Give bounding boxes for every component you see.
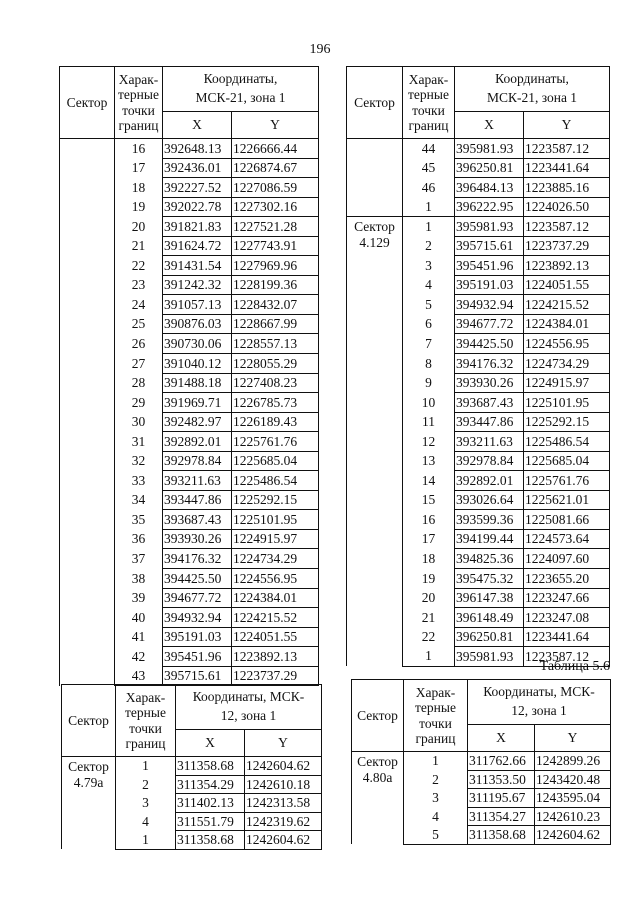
y-coordinate: 1224051.55 — [232, 627, 319, 647]
header-points-line: границ — [125, 735, 166, 751]
y-coordinate: 1224734.29 — [232, 549, 319, 569]
header-coordinates-line1: Координаты, — [495, 71, 569, 87]
y-coordinate: 1225486.54 — [232, 471, 319, 491]
point-number: 3 — [116, 794, 176, 813]
point-number: 13 — [403, 451, 455, 471]
point-number: 31 — [115, 432, 163, 452]
y-coordinate: 1225081.66 — [524, 510, 610, 530]
y-coordinate: 1227743.91 — [232, 236, 319, 256]
point-number: 29 — [115, 393, 163, 413]
header-coordinates-line1: Координаты, — [203, 71, 278, 87]
x-coordinate: 395981.93 — [455, 647, 524, 667]
header-coordinates — [455, 67, 610, 112]
x-coordinate: 393687.43 — [163, 510, 232, 530]
point-number: 35 — [115, 510, 163, 530]
y-coordinate: 1223587.12 — [524, 139, 610, 159]
header-coordinates-line1: Координаты, МСК- — [192, 689, 305, 705]
header-y: Y — [524, 112, 610, 139]
point-number: 1 — [116, 757, 176, 776]
x-coordinate: 392022.78 — [163, 197, 232, 217]
x-coordinate: 392648.13 — [163, 139, 232, 159]
table-row — [347, 139, 610, 159]
point-number: 27 — [115, 354, 163, 374]
table-row — [62, 757, 322, 776]
header-y: Y — [535, 725, 611, 752]
y-coordinate: 1242604.62 — [245, 831, 322, 850]
table-row — [352, 752, 611, 771]
y-coordinate: 1243420.48 — [535, 770, 611, 789]
coordinates-table-1 — [59, 66, 319, 686]
point-number: 34 — [115, 490, 163, 510]
x-coordinate: 395191.03 — [455, 275, 524, 295]
header-sector: Сектор — [352, 680, 404, 752]
point-number: 21 — [403, 608, 455, 628]
header-coordinates-line1: Координаты, МСК- — [483, 684, 595, 700]
y-coordinate: 1225486.54 — [524, 432, 610, 452]
point-number: 40 — [115, 608, 163, 628]
x-coordinate: 393930.26 — [163, 529, 232, 549]
y-coordinate: 1226189.43 — [232, 412, 319, 432]
x-coordinate: 393687.43 — [455, 393, 524, 413]
header-coordinates — [163, 67, 319, 112]
y-coordinate: 1226785.73 — [232, 393, 319, 413]
x-coordinate: 311353.50 — [468, 770, 535, 789]
header-points-line: Харак- — [118, 72, 159, 88]
point-number: 11 — [403, 412, 455, 432]
header-points — [403, 67, 455, 139]
y-coordinate: 1224026.50 — [524, 197, 610, 217]
point-number: 2 — [116, 775, 176, 794]
x-coordinate: 395475.32 — [455, 569, 524, 589]
point-number: 15 — [403, 490, 455, 510]
header-points-line: терные — [415, 700, 456, 716]
x-coordinate: 394677.72 — [455, 314, 524, 334]
point-number: 25 — [115, 314, 163, 334]
point-number: 30 — [115, 412, 163, 432]
y-coordinate: 1225685.04 — [232, 451, 319, 471]
point-number: 9 — [403, 373, 455, 393]
header-points — [404, 680, 468, 752]
x-coordinate: 394425.50 — [455, 334, 524, 354]
y-coordinate: 1225621.01 — [524, 490, 610, 510]
point-number: 10 — [403, 393, 455, 413]
x-coordinate: 393447.86 — [163, 490, 232, 510]
x-coordinate: 394199.44 — [455, 529, 524, 549]
y-coordinate: 1243595.04 — [535, 789, 611, 808]
y-coordinate: 1223587.12 — [524, 647, 610, 667]
point-number: 41 — [115, 627, 163, 647]
y-coordinate: 1224573.64 — [524, 529, 610, 549]
x-coordinate: 393599.36 — [455, 510, 524, 530]
header-points-line: точки — [122, 102, 155, 118]
point-number: 17 — [115, 158, 163, 178]
x-coordinate: 311358.68 — [468, 826, 535, 845]
y-coordinate: 1228055.29 — [232, 354, 319, 374]
x-coordinate: 390730.06 — [163, 334, 232, 354]
x-coordinate: 392892.01 — [455, 471, 524, 491]
y-coordinate: 1223655.20 — [524, 569, 610, 589]
x-coordinate: 395715.61 — [163, 666, 232, 686]
x-coordinate: 392482.97 — [163, 412, 232, 432]
point-number: 18 — [115, 178, 163, 198]
x-coordinate: 395981.93 — [455, 217, 524, 237]
header-points-line: точки — [419, 715, 452, 731]
y-coordinate: 1227086.59 — [232, 178, 319, 198]
point-number: 6 — [403, 314, 455, 334]
point-number: 36 — [115, 529, 163, 549]
point-number: 19 — [403, 569, 455, 589]
y-coordinate: 1225685.04 — [524, 451, 610, 471]
y-coordinate: 1228667.99 — [232, 314, 319, 334]
x-coordinate: 391057.13 — [163, 295, 232, 315]
point-number: 7 — [403, 334, 455, 354]
header-points — [115, 67, 163, 139]
x-coordinate: 396484.13 — [455, 178, 524, 198]
x-coordinate: 394677.72 — [163, 588, 232, 608]
header-sector: Сектор — [60, 67, 115, 139]
x-coordinate: 391624.72 — [163, 236, 232, 256]
x-coordinate: 391969.71 — [163, 393, 232, 413]
header-x: X — [176, 730, 245, 757]
point-number: 8 — [403, 354, 455, 374]
header-x: X — [163, 112, 232, 139]
x-coordinate: 394932.94 — [163, 608, 232, 628]
point-number: 4 — [403, 275, 455, 295]
point-number: 3 — [404, 789, 468, 808]
table-row — [347, 217, 610, 237]
header-coordinates-line2: 12, зона 1 — [511, 703, 567, 718]
sector-cell — [60, 139, 115, 686]
x-coordinate: 393211.63 — [455, 432, 524, 452]
point-number: 1 — [404, 752, 468, 771]
header-coordinates — [176, 685, 322, 730]
y-coordinate: 1242604.62 — [245, 757, 322, 776]
x-coordinate: 311402.13 — [176, 794, 245, 813]
y-coordinate: 1223247.66 — [524, 588, 610, 608]
table-caption: Таблица 5.6 — [539, 659, 610, 674]
y-coordinate: 1223737.29 — [232, 666, 319, 686]
x-coordinate: 394932.94 — [455, 295, 524, 315]
point-number: 44 — [403, 139, 455, 159]
y-coordinate: 1225761.76 — [524, 471, 610, 491]
point-number: 14 — [403, 471, 455, 491]
y-coordinate: 1226666.44 — [232, 139, 319, 159]
y-coordinate: 1242899.26 — [535, 752, 611, 771]
x-coordinate: 395191.03 — [163, 627, 232, 647]
y-coordinate: 1224556.95 — [524, 334, 610, 354]
point-number: 3 — [403, 256, 455, 276]
sector-cell: Сектор 4.79а — [62, 757, 116, 850]
x-coordinate: 311195.67 — [468, 789, 535, 808]
x-coordinate: 393447.86 — [455, 412, 524, 432]
header-y: Y — [232, 112, 319, 139]
header-coordinates-line2: МСК-21, зона 1 — [195, 90, 286, 105]
coordinates-table-3 — [61, 684, 322, 850]
coordinates-table-2 — [346, 66, 610, 667]
point-number: 26 — [115, 334, 163, 354]
y-coordinate: 1228432.07 — [232, 295, 319, 315]
x-coordinate: 393930.26 — [455, 373, 524, 393]
y-coordinate: 1224215.52 — [232, 608, 319, 628]
y-coordinate: 1242610.23 — [535, 807, 611, 826]
y-coordinate: 1227969.96 — [232, 256, 319, 276]
y-coordinate: 1225292.15 — [232, 490, 319, 510]
point-number: 5 — [403, 295, 455, 315]
y-coordinate: 1228557.13 — [232, 334, 319, 354]
header-points-line: границ — [118, 117, 159, 133]
x-coordinate: 311551.79 — [176, 812, 245, 831]
x-coordinate: 391040.12 — [163, 354, 232, 374]
header-points-line: Харак- — [125, 690, 166, 706]
point-number: 16 — [115, 139, 163, 159]
header-points-line: границ — [408, 117, 449, 133]
y-coordinate: 1223885.16 — [524, 178, 610, 198]
x-coordinate: 391431.54 — [163, 256, 232, 276]
y-coordinate: 1225101.95 — [232, 510, 319, 530]
coordinates-table-4 — [351, 679, 611, 845]
x-coordinate: 396147.38 — [455, 588, 524, 608]
y-coordinate: 1224051.55 — [524, 275, 610, 295]
point-number: 46 — [403, 178, 455, 198]
x-coordinate: 393026.64 — [455, 490, 524, 510]
header-sector: Сектор — [62, 685, 116, 757]
point-number: 12 — [403, 432, 455, 452]
x-coordinate: 395451.96 — [455, 256, 524, 276]
x-coordinate: 392227.52 — [163, 178, 232, 198]
x-coordinate: 396222.95 — [455, 197, 524, 217]
sector-cell — [347, 139, 403, 217]
header-y: Y — [245, 730, 322, 757]
header-coordinates — [468, 680, 611, 725]
point-number: 4 — [404, 807, 468, 826]
y-coordinate: 1242313.58 — [245, 794, 322, 813]
point-number: 19 — [115, 197, 163, 217]
x-coordinate: 311354.29 — [176, 775, 245, 794]
point-number: 1 — [403, 647, 455, 667]
y-coordinate: 1223737.29 — [524, 236, 610, 256]
y-coordinate: 1223892.13 — [232, 647, 319, 667]
y-coordinate: 1225101.95 — [524, 393, 610, 413]
point-number: 1 — [116, 831, 176, 850]
table-row — [60, 139, 319, 159]
y-coordinate: 1224215.52 — [524, 295, 610, 315]
point-number: 24 — [115, 295, 163, 315]
x-coordinate: 311358.68 — [176, 831, 245, 850]
x-coordinate: 391242.32 — [163, 275, 232, 295]
y-coordinate: 1224915.97 — [524, 373, 610, 393]
point-number: 23 — [115, 275, 163, 295]
y-coordinate: 1224915.97 — [232, 529, 319, 549]
y-coordinate: 1223587.12 — [524, 217, 610, 237]
x-coordinate: 391488.18 — [163, 373, 232, 393]
header-points-line: Харак- — [415, 685, 456, 701]
header-x: X — [455, 112, 524, 139]
page-number: 196 — [309, 42, 331, 57]
header-coordinates-line2: МСК-21, зона 1 — [486, 90, 578, 105]
header-points-line: терные — [118, 87, 159, 103]
x-coordinate: 393211.63 — [163, 471, 232, 491]
y-coordinate: 1224384.01 — [232, 588, 319, 608]
x-coordinate: 390876.03 — [163, 314, 232, 334]
y-coordinate: 1224097.60 — [524, 549, 610, 569]
x-coordinate: 396250.81 — [455, 158, 524, 178]
y-coordinate: 1225292.15 — [524, 412, 610, 432]
header-points — [116, 685, 176, 757]
x-coordinate: 311354.27 — [468, 807, 535, 826]
point-number: 2 — [404, 770, 468, 789]
x-coordinate: 396250.81 — [455, 627, 524, 647]
y-coordinate: 1224384.01 — [524, 314, 610, 334]
y-coordinate: 1227408.23 — [232, 373, 319, 393]
header-points-line: терные — [408, 87, 449, 103]
point-number: 17 — [403, 529, 455, 549]
point-number: 42 — [115, 647, 163, 667]
point-number: 28 — [115, 373, 163, 393]
header-points-line: точки — [129, 720, 162, 736]
x-coordinate: 395715.61 — [455, 236, 524, 256]
x-coordinate: 392436.01 — [163, 158, 232, 178]
point-number: 43 — [115, 666, 163, 686]
point-number: 37 — [115, 549, 163, 569]
point-number: 16 — [403, 510, 455, 530]
point-number: 4 — [116, 812, 176, 831]
y-coordinate: 1228199.36 — [232, 275, 319, 295]
y-coordinate: 1226874.67 — [232, 158, 319, 178]
x-coordinate: 392892.01 — [163, 432, 232, 452]
header-points-line: границ — [415, 730, 456, 746]
x-coordinate: 395981.93 — [455, 139, 524, 159]
point-number: 22 — [403, 627, 455, 647]
y-coordinate: 1223441.64 — [524, 158, 610, 178]
header-points-line: терные — [125, 705, 166, 721]
x-coordinate: 396148.49 — [455, 608, 524, 628]
y-coordinate: 1223441.64 — [524, 627, 610, 647]
x-coordinate: 394176.32 — [163, 549, 232, 569]
y-coordinate: 1224734.29 — [524, 354, 610, 374]
point-number: 33 — [115, 471, 163, 491]
point-number: 45 — [403, 158, 455, 178]
y-coordinate: 1224556.95 — [232, 569, 319, 589]
x-coordinate: 391821.83 — [163, 217, 232, 237]
y-coordinate: 1225761.76 — [232, 432, 319, 452]
header-points-line: Харак- — [408, 72, 449, 88]
header-coordinates-line2: 12, зона 1 — [220, 708, 277, 723]
point-number: 22 — [115, 256, 163, 276]
point-number: 20 — [403, 588, 455, 608]
point-number: 32 — [115, 451, 163, 471]
point-number: 2 — [403, 236, 455, 256]
x-coordinate: 395451.96 — [163, 647, 232, 667]
x-coordinate: 311358.68 — [176, 757, 245, 776]
header-points-line: точки — [412, 102, 445, 118]
x-coordinate: 394176.32 — [455, 354, 524, 374]
sector-cell: Сектор 4.129 — [347, 217, 403, 667]
y-coordinate: 1242604.62 — [535, 826, 611, 845]
header-row — [347, 67, 610, 112]
header-sector: Сектор — [347, 67, 403, 139]
y-coordinate: 1227521.28 — [232, 217, 319, 237]
point-number: 21 — [115, 236, 163, 256]
header-row — [62, 685, 322, 730]
y-coordinate: 1242610.18 — [245, 775, 322, 794]
x-coordinate: 311762.66 — [468, 752, 535, 771]
point-number: 5 — [404, 826, 468, 845]
point-number: 18 — [403, 549, 455, 569]
x-coordinate: 394425.50 — [163, 569, 232, 589]
x-coordinate: 392978.84 — [455, 451, 524, 471]
y-coordinate: 1227302.16 — [232, 197, 319, 217]
point-number: 39 — [115, 588, 163, 608]
sector-cell: Сектор 4.80а — [352, 752, 404, 845]
x-coordinate: 392978.84 — [163, 451, 232, 471]
point-number: 38 — [115, 569, 163, 589]
point-number: 1 — [403, 217, 455, 237]
header-row — [352, 680, 611, 725]
header-row — [60, 67, 319, 112]
y-coordinate: 1242319.62 — [245, 812, 322, 831]
point-number: 20 — [115, 217, 163, 237]
y-coordinate: 1223892.13 — [524, 256, 610, 276]
y-coordinate: 1223247.08 — [524, 608, 610, 628]
x-coordinate: 394825.36 — [455, 549, 524, 569]
header-x: X — [468, 725, 535, 752]
point-number: 1 — [403, 197, 455, 217]
